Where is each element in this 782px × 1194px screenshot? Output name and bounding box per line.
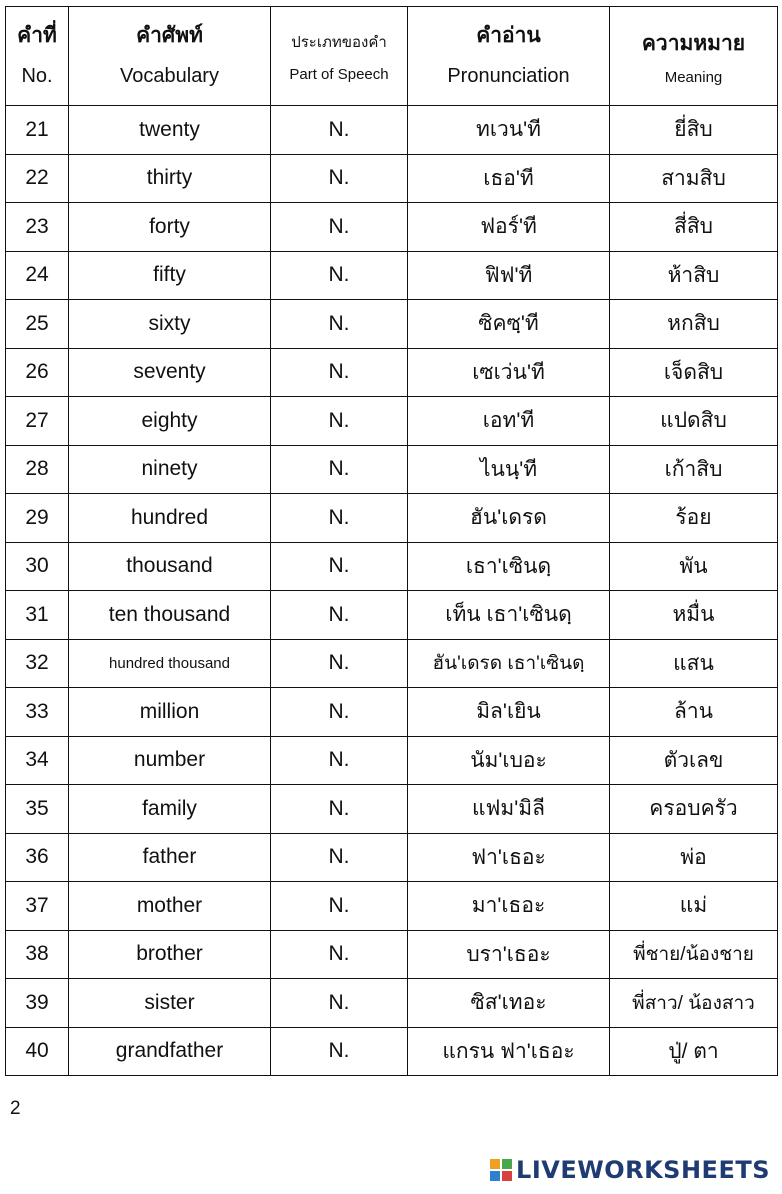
part-of-speech: N.	[271, 154, 408, 203]
table-row	[6, 882, 778, 931]
meaning: ครอบครัว	[610, 785, 778, 834]
row-number: 28	[6, 445, 69, 494]
pronunciation: ฮัน'เดรด เธา'เซินดฺ	[408, 639, 610, 688]
pronunciation: แกรน ฟา'เธอะ	[408, 1027, 610, 1076]
row-number: 26	[6, 348, 69, 397]
part-of-speech: N.	[271, 251, 408, 300]
meaning: ปู่/ ตา	[610, 1027, 778, 1076]
vocabulary-table	[5, 6, 778, 1076]
vocabulary-word: mother	[69, 882, 271, 931]
header-part-of-speech-thai: ประเภทของคำ	[291, 34, 387, 51]
vocabulary-word: brother	[69, 930, 271, 979]
header-part-of-speech	[271, 7, 408, 106]
table-row	[6, 785, 778, 834]
meaning: ยี่สิบ	[610, 106, 778, 155]
vocabulary-word: hundred thousand	[69, 639, 271, 688]
part-of-speech: N.	[271, 542, 408, 591]
vocabulary-word: grandfather	[69, 1027, 271, 1076]
pronunciation: เซเว่น'ที	[408, 348, 610, 397]
header-meaning-thai: ความหมาย	[641, 32, 746, 55]
header-part-of-speech-english: Part of Speech	[289, 66, 389, 83]
table-row	[6, 203, 778, 252]
header-vocabulary-english: Vocabulary	[120, 65, 219, 87]
page-number: 2	[10, 1098, 21, 1119]
header-pronunciation-english: Pronunciation	[447, 65, 570, 87]
row-number: 24	[6, 251, 69, 300]
part-of-speech: N.	[271, 203, 408, 252]
vocabulary-word: number	[69, 736, 271, 785]
vocabulary-word: fifty	[69, 251, 271, 300]
liveworksheets-logo[interactable]	[490, 1156, 770, 1184]
pronunciation: ซิคซฺ'ที	[408, 300, 610, 349]
part-of-speech: N.	[271, 348, 408, 397]
pronunciation: ซิส'เทอะ	[408, 979, 610, 1028]
row-number: 32	[6, 639, 69, 688]
table-row	[6, 542, 778, 591]
table-row	[6, 930, 778, 979]
table-row	[6, 348, 778, 397]
meaning: พัน	[610, 542, 778, 591]
pronunciation: มิล'เยิน	[408, 688, 610, 737]
part-of-speech: N.	[271, 106, 408, 155]
part-of-speech: N.	[271, 979, 408, 1028]
pronunciation: ฟอร์'ที	[408, 203, 610, 252]
meaning: ร้อย	[610, 494, 778, 543]
meaning: แม่	[610, 882, 778, 931]
pronunciation: ทเวน'ที	[408, 106, 610, 155]
header-meaning-english: Meaning	[664, 69, 723, 86]
meaning: หกสิบ	[610, 300, 778, 349]
meaning: สามสิบ	[610, 154, 778, 203]
brand-name: LIVEWORKSHEETS	[516, 1156, 770, 1184]
pronunciation: เท็น เธา'เซินดฺ	[408, 591, 610, 640]
table-row	[6, 154, 778, 203]
vocabulary-word: eighty	[69, 397, 271, 446]
part-of-speech: N.	[271, 1027, 408, 1076]
vocabulary-word: thousand	[69, 542, 271, 591]
row-number: 40	[6, 1027, 69, 1076]
vocabulary-word: seventy	[69, 348, 271, 397]
part-of-speech: N.	[271, 639, 408, 688]
pronunciation: มา'เธอะ	[408, 882, 610, 931]
table-header-row	[6, 7, 778, 106]
meaning: ตัวเลข	[610, 736, 778, 785]
header-no-thai: คำที่	[17, 24, 57, 47]
pronunciation: แฟม'มิลี	[408, 785, 610, 834]
meaning: แสน	[610, 639, 778, 688]
part-of-speech: N.	[271, 736, 408, 785]
meaning: พี่สาว/ น้องสาว	[610, 979, 778, 1028]
meaning: พี่ชาย/น้องชาย	[610, 930, 778, 979]
row-number: 25	[6, 300, 69, 349]
pronunciation: เธอ'ที	[408, 154, 610, 203]
pronunciation: ฟา'เธอะ	[408, 833, 610, 882]
table-row	[6, 639, 778, 688]
table-row	[6, 979, 778, 1028]
table-row	[6, 591, 778, 640]
meaning: เจ็ดสิบ	[610, 348, 778, 397]
table-row	[6, 445, 778, 494]
row-number: 34	[6, 736, 69, 785]
row-number: 27	[6, 397, 69, 446]
row-number: 29	[6, 494, 69, 543]
vocabulary-word: forty	[69, 203, 271, 252]
header-vocabulary	[69, 7, 271, 106]
vocabulary-word: twenty	[69, 106, 271, 155]
pronunciation: ฮัน'เดรด	[408, 494, 610, 543]
row-number: 33	[6, 688, 69, 737]
vocabulary-word: father	[69, 833, 271, 882]
meaning: ห้าสิบ	[610, 251, 778, 300]
pronunciation: บรา'เธอะ	[408, 930, 610, 979]
header-pronunciation-thai: คำอ่าน	[476, 24, 541, 47]
pronunciation: ฟิฟ'ที	[408, 251, 610, 300]
row-number: 35	[6, 785, 69, 834]
vocabulary-word: family	[69, 785, 271, 834]
part-of-speech: N.	[271, 930, 408, 979]
part-of-speech: N.	[271, 494, 408, 543]
part-of-speech: N.	[271, 833, 408, 882]
row-number: 38	[6, 930, 69, 979]
row-number: 37	[6, 882, 69, 931]
table-row	[6, 1027, 778, 1076]
table-row	[6, 688, 778, 737]
meaning: เก้าสิบ	[610, 445, 778, 494]
part-of-speech: N.	[271, 445, 408, 494]
vocabulary-word: sister	[69, 979, 271, 1028]
row-number: 22	[6, 154, 69, 203]
header-pronunciation	[408, 7, 610, 106]
table-row	[6, 251, 778, 300]
meaning: ล้าน	[610, 688, 778, 737]
row-number: 39	[6, 979, 69, 1028]
header-meaning	[610, 7, 778, 106]
pronunciation: ไนนฺ'ที	[408, 445, 610, 494]
header-vocabulary-thai: คำศัพท์	[136, 24, 203, 47]
row-number: 36	[6, 833, 69, 882]
row-number: 31	[6, 591, 69, 640]
meaning: สี่สิบ	[610, 203, 778, 252]
vocabulary-word: hundred	[69, 494, 271, 543]
vocabulary-word: thirty	[69, 154, 271, 203]
part-of-speech: N.	[271, 397, 408, 446]
vocabulary-word: million	[69, 688, 271, 737]
row-number: 21	[6, 106, 69, 155]
pronunciation: เอท'ที	[408, 397, 610, 446]
table-row	[6, 833, 778, 882]
header-no-english: No.	[21, 65, 53, 87]
meaning: หมื่น	[610, 591, 778, 640]
vocabulary-word: ninety	[69, 445, 271, 494]
vocabulary-word: ten thousand	[69, 591, 271, 640]
table-row	[6, 494, 778, 543]
table-row	[6, 106, 778, 155]
pronunciation: นัม'เบอะ	[408, 736, 610, 785]
part-of-speech: N.	[271, 785, 408, 834]
vocabulary-word: sixty	[69, 300, 271, 349]
liveworksheets-logo-icon	[490, 1159, 512, 1181]
meaning: แปดสิบ	[610, 397, 778, 446]
part-of-speech: N.	[271, 688, 408, 737]
header-no	[6, 7, 69, 106]
table-row	[6, 736, 778, 785]
part-of-speech: N.	[271, 882, 408, 931]
part-of-speech: N.	[271, 300, 408, 349]
table-row	[6, 397, 778, 446]
meaning: พ่อ	[610, 833, 778, 882]
table-row	[6, 300, 778, 349]
row-number: 30	[6, 542, 69, 591]
part-of-speech: N.	[271, 591, 408, 640]
row-number: 23	[6, 203, 69, 252]
pronunciation: เธา'เซินดฺ	[408, 542, 610, 591]
